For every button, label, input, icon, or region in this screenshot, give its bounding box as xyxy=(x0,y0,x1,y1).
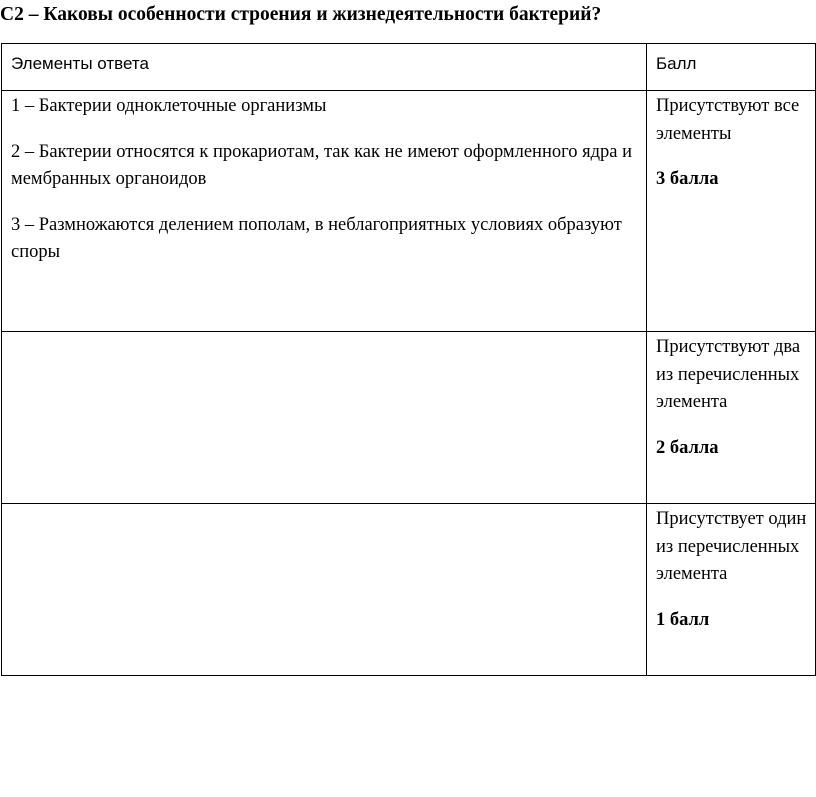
score-points: 2 балла xyxy=(656,437,719,458)
score-description: Присутствуют все элементы xyxy=(656,96,800,144)
table-header-row xyxy=(2,44,816,91)
header-elements-label: Элементы ответа xyxy=(11,54,149,73)
answer-elements-cell xyxy=(2,91,647,332)
score-cell xyxy=(647,91,816,332)
header-cell-score xyxy=(647,44,816,91)
empty-elements-cell xyxy=(2,504,647,676)
answer-element-2: 2 – Бактерии относятся к прокариотам, так как не имеют оформленного ядра и мембранных органоидов xyxy=(11,141,633,189)
header-cell-elements xyxy=(2,44,647,91)
table-row xyxy=(2,504,816,676)
score-description: Присутствует один из перечисленных элемента xyxy=(656,509,807,584)
table-row xyxy=(2,332,816,504)
empty-elements-cell xyxy=(2,332,647,504)
answer-element-1: 1 – Бактерии одноклеточные организмы xyxy=(11,96,327,116)
question-title: С2 – Каковы особенности строения и жизнедеятельности бактерий? xyxy=(0,4,602,25)
answer-element-3: 3 – Размножаются делением пополам, в неблагоприятных условиях образуют споры xyxy=(11,214,622,262)
header-score-label: Балл xyxy=(656,54,697,73)
score-cell xyxy=(647,332,816,504)
grading-table xyxy=(1,43,816,676)
score-cell xyxy=(647,504,816,676)
score-description: Присутствуют два из перечисленных элемента xyxy=(656,337,801,412)
table-row xyxy=(2,91,816,332)
score-points: 3 балла xyxy=(656,169,719,189)
score-points: 1 балл xyxy=(656,609,710,630)
